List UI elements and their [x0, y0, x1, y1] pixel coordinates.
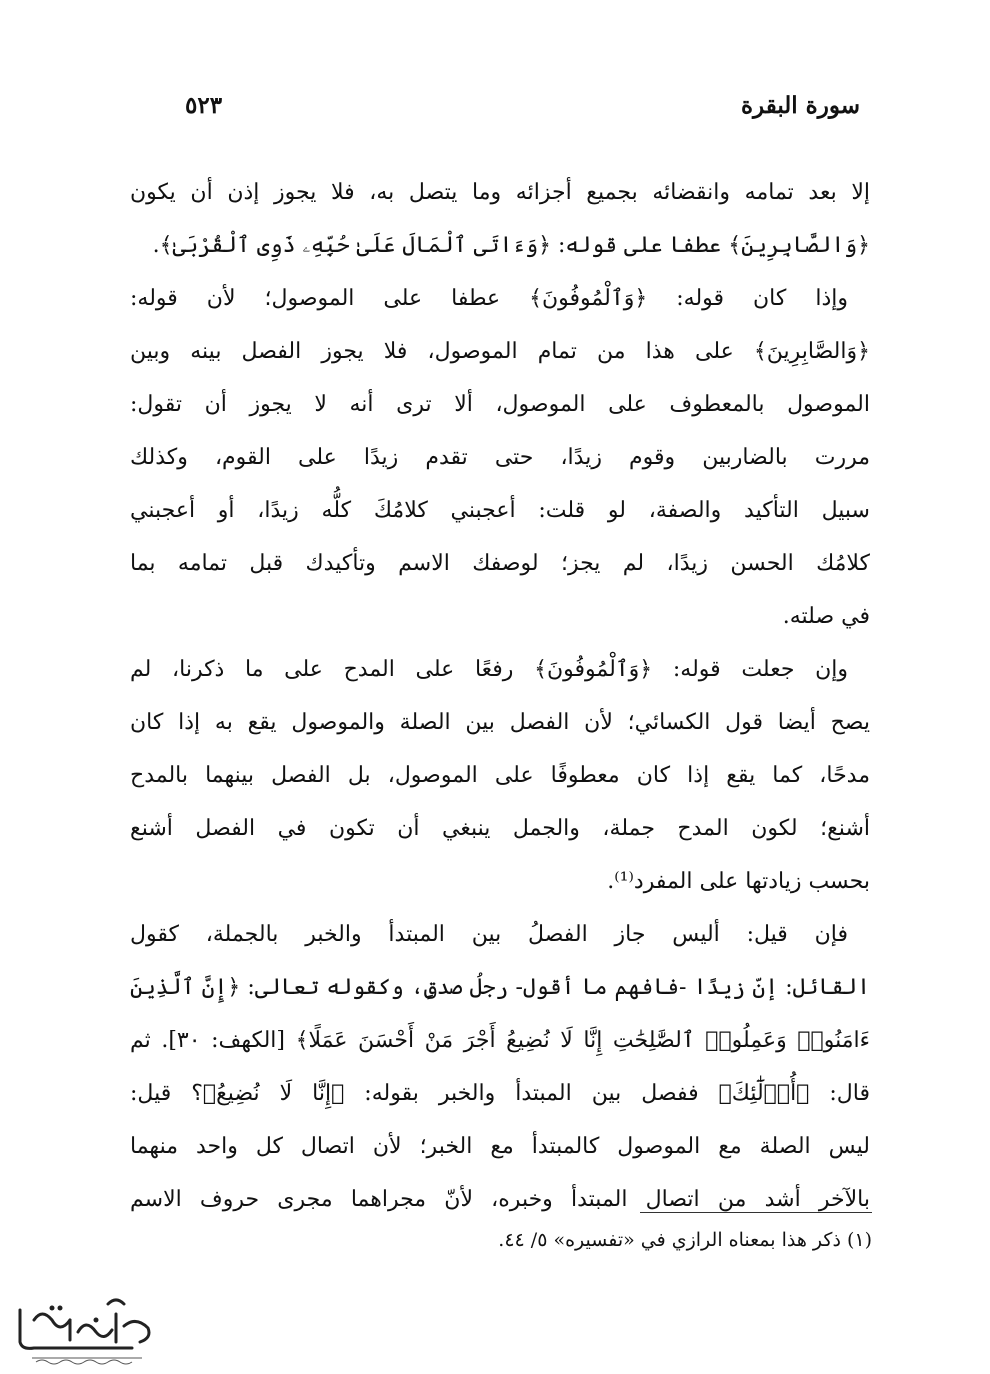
text-line: وإن جعلت قوله: ﴿وَٱلْمُوفُونَ﴾ رفعًا على المدح على ما ذكرنا، لم	[130, 657, 848, 682]
text-line: أشنع؛ لكون المدح جملة، والجمل ينبغي أن تكون في الفصل أشنع	[130, 816, 870, 841]
page-header	[130, 92, 860, 132]
publisher-logo	[12, 1290, 162, 1370]
page-number: ٥٢٣	[185, 92, 223, 119]
text-line: ﴿وَالصَّابِرِينَ﴾ على هذا من تمام الموصول، فلا يجوز الفصل بينه وبين	[130, 339, 870, 364]
text-line: يصح أيضا قول الكسائي؛ لأن الفصل بين الصلة والموصول يقع به إذا كان	[130, 710, 870, 735]
text-line: وإذا كان قوله: ﴿وَٱلْمُوفُونَ﴾ عطفا على الموصول؛ لأن قوله:	[130, 286, 848, 311]
text-line: كلامُك الحسن زيدًا، لم يجز؛ لوصفك الاسم وتأكيدك قبل تمامه بما	[130, 551, 870, 576]
text-line: سبيل التأكيد والصفة، لو قلت: أعجبني كلامُكَ كلُّه زيدًا، أو أعجبني	[130, 498, 870, 523]
surah-title: سورة البقرة	[740, 92, 860, 119]
text-line: إلا بعد تمامه وانقضائه بجميع أجزائه وما يتصل به، فلا يجوز إذن أن يكون	[130, 180, 870, 205]
text-line: قال: ﴿أُو۟لَٰٓئِكَ﴾ ففصل بين المبتدأ والخبر بقوله: ﴿إِنَّا لَا نُضِيعُ﴾؟ قيل:	[130, 1081, 870, 1106]
text-line: فإن قيل: أليس جاز الفصلُ بين المبتدأ والخبر بالجملة، كقول	[130, 922, 848, 947]
text-line: في صلته.	[782, 604, 870, 629]
text-line: الموصول بالمعطوف على الموصول، ألا ترى أنه لا يجوز أن تقول:	[130, 392, 870, 417]
main-text	[130, 166, 870, 1226]
text-line: مررت بالضاربين وقوم زيدًا، حتى تقدم زيدًا على القوم، وكذلك	[130, 445, 870, 470]
text-line: القائل: إنّ زيدًا -فافهم ما أقول- رجلُ صدقٍ، وكقوله تعالى: ﴿إِنَّ ٱلَّذِينَ	[130, 975, 870, 1000]
text-line: بالآخر أشد من اتصال المبتدأ وخبره، لأنّ مجراهما مجرى حروف الاسم	[130, 1187, 870, 1212]
text-line: ﴿وَالصَّابِرِينَ﴾ عطفا على قوله: ﴿وَءَاتَى ٱلْمَالَ عَلَىٰ حُبِّهِۦ ذَوِى ٱلْقُرْبَىٰ﴾.	[152, 233, 870, 258]
text-line: بحسب زيادتها على المفرد⁽¹⁾.	[607, 869, 870, 894]
footnote: (١) ذكر هذا بمعناه الرازي في «تفسيره» ٥/ ٤٤.	[498, 1229, 872, 1251]
footnote-divider	[640, 1212, 872, 1213]
text-line: ءَامَنُوا۟ وَعَمِلُوا۟ ٱلصَّٰلِحَٰتِ إِنَّا لَا نُضِيعُ أَجْرَ مَنْ أَحْسَنَ عَمَلًا﴾ [الكهف: ٣٠]. ثم	[130, 1028, 870, 1053]
text-line: مدحًا، كما يقع إذا كان معطوفًا على الموصول، بل الفصل بينهما بالمدح	[130, 763, 870, 788]
text-line: ليس الصلة مع الموصول كالمبتدأ مع الخبر؛ لأن اتصال كل واحد منهما	[130, 1134, 870, 1159]
